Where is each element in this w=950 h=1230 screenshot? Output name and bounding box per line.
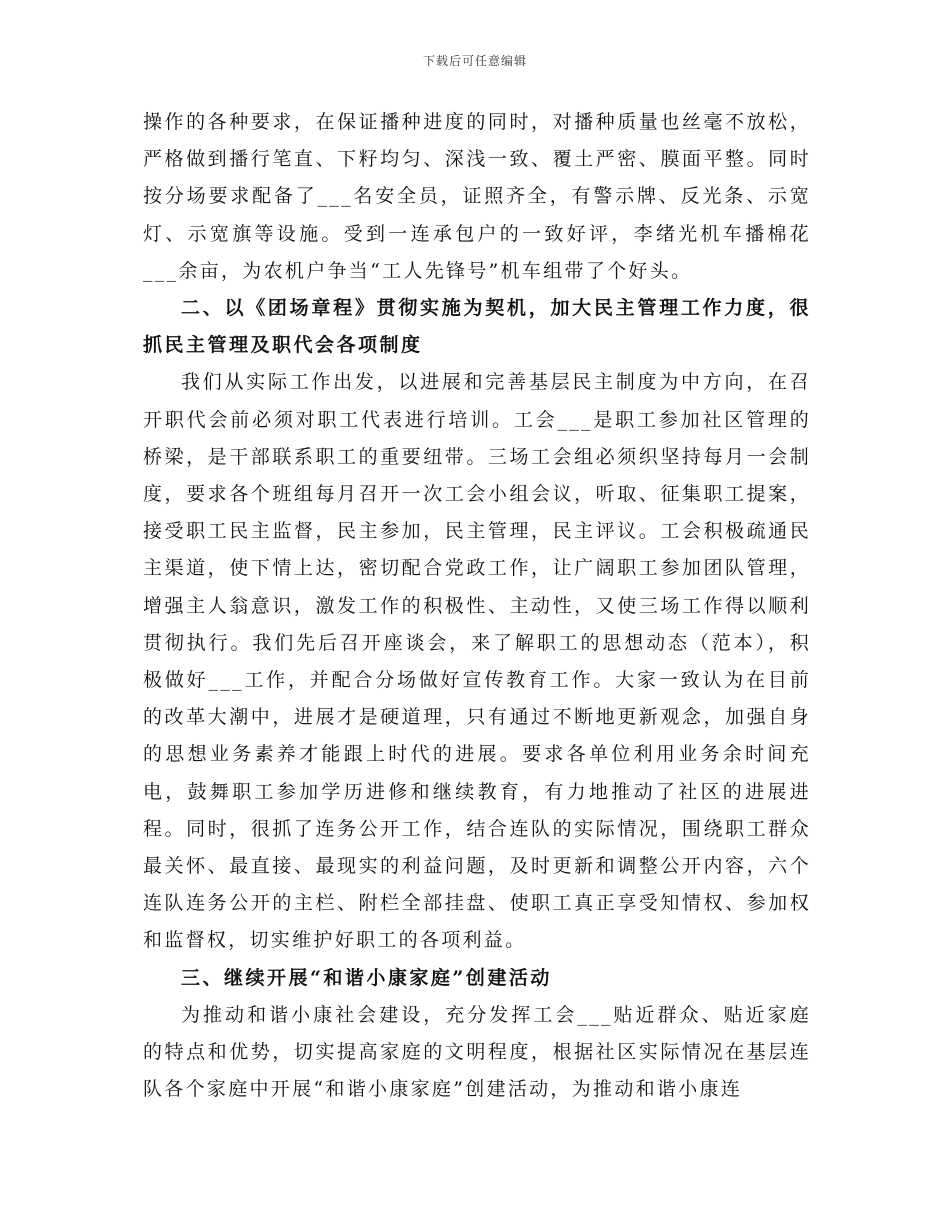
page-header-note: 下载后可任意编辑: [422, 54, 527, 68]
paragraph-harmonious-family: 为推动和谐小康社会建设，充分发挥工会___贴近群众、贴近家庭的特点和优势，切实提高家庭的文明程度，根据社区实际情况在基层连队各个家庭中开展“和谐小康家庭”创建活动，为推动和谐小康连: [143, 1003, 811, 1101]
section-heading-3: 三、继续开展“和谐小康家庭”创建活动: [181, 966, 552, 989]
paragraph-democratic-management: 我们从实际工作出发，以进展和完善基层民主制度为中方向，在召开职代会前必须对职工代表进行培训。工会___是职工参加社区管理的桥梁，是干部联系职工的重要纽带。三场工会组必须织坚持每月一会制度，要求各个班组每月召开一次工会小组会议，听取、征集职工提案，接受职工民主监督，民主参加，民主管理，民主评议。工会积极疏通民主渠道，使下情上达，密切配合党政工作，让广阔职工参加团队管理，增强主人翁意识，激发工作的积极性、主动性，又使三场工作得以顺利贯彻执行。我们先后召开座谈会，来了解职工的思想动态（范本），积极做好___工作，并配合分场做好宣传教育工作。大家一致认为在目前的改革大潮中，进展才是硬道理，只有通过不断地更新观念，加强自身的思想业务素养才能跟上时代的进展。要求各单位利用业务余时间充电，鼓舞职工参加学历进修和继续教育，有力地推动了社区的进展进程。同时，很抓了连务公开工作，结合连队的实际情况，围绕职工群众最关怀、最直接、最现实的利益问题，及时更新和调整公开内容，六个连队连务公开的主栏、附栏全部挂盘、使职工真正享受知情权、参加权和监督权，切实维护好职工的各项利益。: [143, 371, 811, 952]
section-heading-2: 二、以《团场章程》贯彻实施为契机，加大民主管理工作力度，很抓民主管理及职代会各项制度: [143, 297, 811, 357]
document-body: [143, 104, 811, 1108]
paragraph-continuation: 操作的各种要求，在保证播种进度的同时，对播种质量也丝毫不放松，严格做到播行笔直、下籽均匀、深浅一致、覆土严密、膜面平整。同时按分场要求配备了___名安全员，证照齐全，有警示牌、反光条、示宽灯、示宽旗等设施。受到一连承包户的一致好评，李绪光机车播棉花___余亩，为农机户争当“工人先锋号”机车组带了个好头。: [143, 111, 811, 282]
